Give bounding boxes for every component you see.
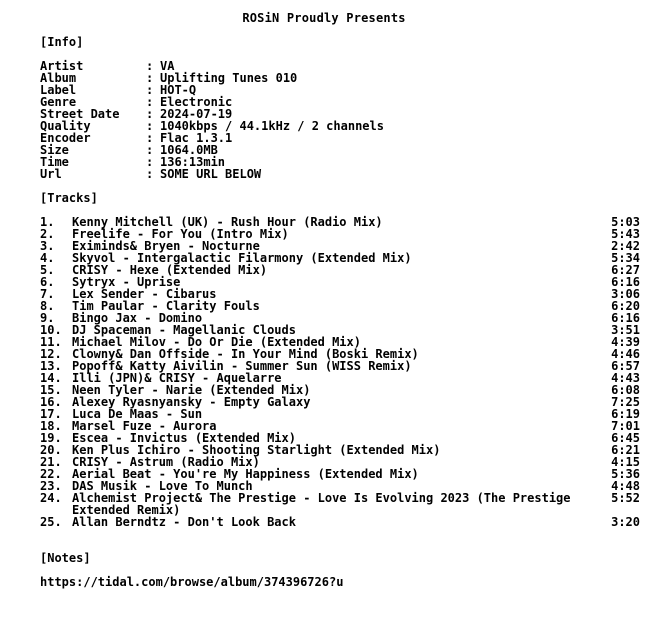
track-number: 14. (40, 371, 62, 385)
info-separator: : (146, 143, 154, 157)
track-number: 19. (40, 431, 62, 445)
track-title: Popoff& Katty Aivilin - Summer Sun (WISS Remix) (72, 359, 412, 373)
track-duration: 5:52 (611, 491, 640, 505)
track-title: Aerial Beat - You're My Happiness (Extended Mix) (72, 467, 419, 481)
track-title: Tim Paular - Clarity Fouls (72, 299, 260, 313)
info-separator: : (146, 119, 154, 133)
track-title: Alchemist Project& The Prestige - Love Is Evolving 2023 (The Prestige Extended Remix) (72, 491, 571, 517)
track-duration: 5:43 (611, 227, 640, 241)
track-duration: 2:42 (611, 239, 640, 253)
track-number: 21. (40, 455, 62, 469)
info-separator: : (146, 83, 154, 97)
track-number: 3. (40, 239, 55, 253)
info-key: Street Date (40, 107, 120, 121)
track-title: Freelife - For You (Intro Mix) (72, 227, 289, 241)
track-duration: 4:46 (611, 347, 640, 361)
track-row (40, 492, 640, 516)
track-duration: 4:39 (611, 335, 640, 349)
track-number: 1. (40, 215, 55, 229)
track-number: 2. (40, 227, 55, 241)
track-duration: 3:20 (611, 515, 640, 529)
info-key: Genre (40, 95, 77, 109)
track-number: 16. (40, 395, 62, 409)
track-title: Michael Milov - Do Or Die (Extended Mix) (72, 335, 361, 349)
track-duration: 7:01 (611, 419, 640, 433)
track-title: Allan Berndtz - Don't Look Back (72, 515, 296, 529)
track-title: DJ Spaceman - Magellanic Clouds (72, 323, 296, 337)
info-value: Flac 1.3.1 (160, 131, 233, 145)
info-key: Encoder (40, 131, 91, 145)
info-key: Label (40, 83, 77, 97)
track-duration: 4:43 (611, 371, 640, 385)
notes-url: https://tidal.com/browse/album/374396726?u (40, 575, 344, 589)
track-title: Marsel Fuze - Aurora (72, 419, 217, 433)
track-list (40, 216, 640, 528)
info-separator: : (146, 107, 154, 121)
track-duration: 6:08 (611, 383, 640, 397)
track-duration: 4:48 (611, 479, 640, 493)
track-duration: 5:03 (611, 215, 640, 229)
track-number: 4. (40, 251, 55, 265)
track-row (40, 516, 640, 528)
track-duration: 5:36 (611, 467, 640, 481)
track-title: CRISY - Astrum (Radio Mix) (72, 455, 260, 469)
page-title: ROSiN Proudly Presents (242, 11, 406, 25)
info-row-url (40, 168, 384, 180)
track-number: 24. (40, 491, 62, 505)
info-key: Time (40, 155, 69, 169)
info-value: VA (160, 59, 175, 73)
info-key: Quality (40, 119, 91, 133)
notes-section-label: [Notes] (40, 551, 91, 565)
info-value: SOME URL BELOW (160, 167, 262, 181)
track-duration: 3:06 (611, 287, 640, 301)
track-duration: 5:34 (611, 251, 640, 265)
track-number: 17. (40, 407, 62, 421)
track-duration: 3:51 (611, 323, 640, 337)
track-title: Lex Sender - Cibarus (72, 287, 217, 301)
info-row-album (40, 72, 384, 84)
track-number: 13. (40, 359, 62, 373)
info-value: 2024-07-19 (160, 107, 233, 121)
track-title: Illi (JPN)& CRISY - Aquelarre (72, 371, 282, 385)
track-number: 12. (40, 347, 62, 361)
track-duration: 6:16 (611, 275, 640, 289)
info-value: Electronic (160, 95, 233, 109)
track-number: 7. (40, 287, 55, 301)
info-separator: : (146, 59, 154, 73)
info-key: Size (40, 143, 69, 157)
track-title: Skyvol - Intergalactic Filarmony (Extended Mix) (72, 251, 412, 265)
info-value: 1064.0MB (160, 143, 218, 157)
track-title: Bingo Jax - Domino (72, 311, 203, 325)
track-number: 6. (40, 275, 55, 289)
track-duration: 6:21 (611, 443, 640, 457)
track-title: Escea - Invictus (Extended Mix) (72, 431, 296, 445)
track-number: 18. (40, 419, 62, 433)
track-number: 25. (40, 515, 62, 529)
info-key: Artist (40, 59, 84, 73)
track-number: 15. (40, 383, 62, 397)
info-key: Album (40, 71, 77, 85)
track-number: 20. (40, 443, 62, 457)
track-title: Alexey Ryasnyansky - Empty Galaxy (72, 395, 311, 409)
info-separator: : (146, 95, 154, 109)
track-duration: 6:45 (611, 431, 640, 445)
track-duration: 7:25 (611, 395, 640, 409)
info-separator: : (146, 71, 154, 85)
track-title: CRISY - Hexe (Extended Mix) (72, 263, 268, 277)
info-separator: : (146, 167, 154, 181)
track-title: Sytryx - Uprise (72, 275, 181, 289)
info-value: HOT-Q (160, 83, 197, 97)
track-title: Eximinds& Bryen - Nocturne (72, 239, 260, 253)
track-duration: 6:20 (611, 299, 640, 313)
track-number: 8. (40, 299, 55, 313)
track-number: 23. (40, 479, 62, 493)
info-section-label: [Info] (40, 35, 84, 49)
info-key: Url (40, 167, 62, 181)
track-number: 5. (40, 263, 55, 277)
tracks-section-label: [Tracks] (40, 191, 98, 205)
track-title: Luca De Maas - Sun (72, 407, 203, 421)
track-number: 9. (40, 311, 55, 325)
track-number: 22. (40, 467, 62, 481)
track-duration: 4:15 (611, 455, 640, 469)
track-duration: 6:57 (611, 359, 640, 373)
info-separator: : (146, 155, 154, 169)
track-duration: 6:27 (611, 263, 640, 277)
info-value: Uplifting Tunes 010 (160, 71, 298, 85)
track-duration: 6:19 (611, 407, 640, 421)
info-separator: : (146, 131, 154, 145)
track-title: Kenny Mitchell (UK) - Rush Hour (Radio Mix) (72, 215, 383, 229)
track-number: 10. (40, 323, 62, 337)
track-title: Neen Tyler - Narie (Extended Mix) (72, 383, 311, 397)
track-duration: 6:16 (611, 311, 640, 325)
track-title: Ken Plus Ichiro - Shooting Starlight (Extended Mix) (72, 443, 441, 457)
track-title: DAS Musik - Love To Munch (72, 479, 253, 493)
track-number: 11. (40, 335, 62, 349)
info-list (40, 60, 384, 180)
info-value: 136:13min (160, 155, 226, 169)
info-value: 1040kbps / 44.1kHz / 2 channels (160, 119, 384, 133)
track-title: Clowny& Dan Offside - In Your Mind (Boski Remix) (72, 347, 419, 361)
